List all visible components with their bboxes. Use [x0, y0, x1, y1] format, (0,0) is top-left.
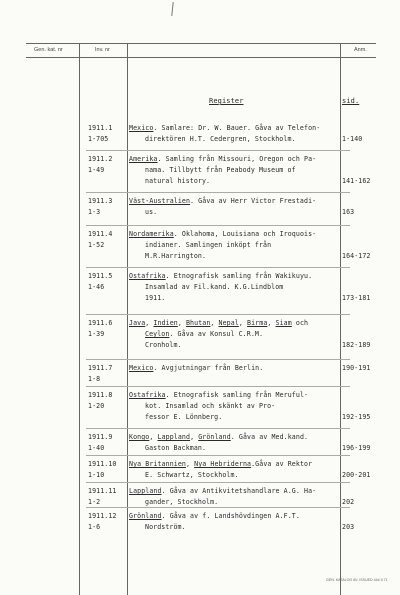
row-description-line: [145, 401, 275, 411]
row-year: 1911.1: [88, 124, 113, 132]
row-separator: [86, 314, 350, 315]
row-range: 1-3: [88, 208, 101, 217]
row-pages: 202: [342, 498, 355, 507]
description-text: . Samling från Missouri, Oregon och Pa-: [157, 155, 317, 163]
row-range: 1-8: [88, 375, 101, 384]
row-description-line: [129, 229, 316, 239]
header-inv-nr: Inv. nr: [95, 47, 110, 53]
row-description-line: [129, 123, 320, 133]
row-description-line: [129, 363, 263, 373]
description-text: Gaston Backman.: [145, 444, 207, 453]
page-column-label: sid.: [342, 97, 360, 105]
description-text: Insamlad av Fil.kand. K.G.Lindblom: [145, 283, 284, 292]
row-description-line: [145, 251, 206, 261]
row-separator: [86, 192, 350, 193]
row-description-line: [145, 470, 239, 480]
row-description-line: [145, 443, 206, 453]
row-pages: 203: [342, 523, 355, 532]
row-year: 1911.10: [88, 460, 117, 468]
row-year: 1911.4: [88, 230, 113, 238]
row-range: 1-39: [88, 330, 105, 339]
row-separator: [86, 225, 350, 226]
description-text: 1911.: [145, 294, 166, 303]
place-name: Nepal: [218, 319, 239, 327]
row-description-line: [129, 271, 312, 281]
row-separator: [86, 428, 350, 429]
description-text: kot. Insamlad och skänkt av Pro-: [145, 402, 276, 411]
description-text: ,: [190, 433, 199, 441]
row-description-line: [129, 511, 300, 521]
row-year: 1911.11: [88, 487, 117, 495]
row-description-line: [145, 412, 222, 422]
description-text: natural history.: [145, 177, 211, 186]
row-description-line: [129, 318, 308, 328]
row-range: 1-10: [88, 471, 105, 480]
page-title: Register: [209, 97, 244, 105]
description-text: . Gåva av f. Landshövdingen A.F.T.: [161, 512, 300, 520]
row-pages: 182-189: [342, 341, 371, 350]
description-text: och: [291, 319, 309, 327]
description-text: M.R.Harrington.: [145, 252, 207, 261]
row-description-line: [145, 240, 271, 250]
row-description-line: [129, 486, 316, 496]
place-name: Indien: [153, 319, 178, 327]
row-range: 1-52: [88, 241, 105, 250]
row-pages: 164-172: [342, 252, 371, 261]
row-range: 1-20: [88, 402, 105, 411]
place-name: Mexico: [129, 124, 154, 132]
row-year: 1911.6: [88, 319, 113, 327]
place-name: Grönland: [129, 512, 162, 520]
row-separator: [86, 267, 350, 268]
row-description-line: [145, 340, 182, 350]
place-name: Birma: [247, 319, 268, 327]
description-text: . Gåva av Konsul C.R.M.: [169, 330, 264, 339]
place-name: Nya Hebriderna: [194, 460, 252, 468]
row-description-line: [129, 432, 308, 442]
description-text: fessor E. Lönnberg.: [145, 413, 223, 422]
place-name: Nya Britannien: [129, 460, 186, 468]
row-pages: 196-199: [342, 444, 371, 453]
description-text: ,: [149, 433, 158, 441]
row-year: 1911.2: [88, 155, 113, 163]
column-divider-3: [340, 43, 341, 595]
row-year: 1911.7: [88, 364, 113, 372]
row-description-line: [145, 207, 157, 217]
row-year: 1911.5: [88, 272, 113, 280]
pencil-mark: [171, 2, 173, 16]
row-pages: 173-181: [342, 294, 371, 303]
row-range: 1-40: [88, 444, 105, 453]
row-description-line: [129, 459, 312, 469]
description-text: nama. Tillbytt från Peabody Museum of: [145, 166, 296, 175]
row-separator: [86, 482, 350, 483]
description-text: direktören H.T. Cedergren, Stockholm.: [145, 135, 296, 144]
place-name: Lappland: [157, 433, 191, 441]
place-name: Bhutan: [185, 319, 211, 327]
row-separator: [86, 455, 350, 456]
description-text: . Oklahoma, Louisiana och Iroquois-: [173, 230, 317, 238]
row-range: 1-49: [88, 166, 105, 175]
row-separator: [86, 150, 350, 151]
place-name: Ceylon: [145, 330, 170, 339]
column-divider-1: [79, 43, 80, 595]
description-text: . Etnografisk samling från Wakikuyu.: [165, 272, 313, 280]
row-pages: 141-162: [342, 177, 371, 186]
description-text: gander, Stockholm.: [145, 498, 219, 507]
row-range: 1-6: [88, 523, 101, 532]
place-name: Mexico: [129, 364, 154, 372]
row-separator: [86, 507, 350, 508]
column-divider-2: [127, 43, 128, 595]
place-name: Lappland: [129, 487, 162, 495]
place-name: Siam: [275, 319, 292, 327]
row-range: 1-705: [88, 135, 109, 144]
row-description-line: [145, 282, 283, 292]
row-year: 1911.8: [88, 391, 113, 399]
description-text: .Gåva av Rektor: [251, 460, 313, 468]
description-text: ,: [145, 319, 154, 327]
place-name: Java: [129, 319, 146, 327]
row-range: 1-2: [88, 498, 101, 507]
place-name: Ostafrika: [129, 272, 166, 280]
row-description-line: [145, 522, 186, 532]
description-text: ,: [210, 319, 219, 327]
description-text: Nordström.: [145, 523, 186, 532]
row-range: 1-46: [88, 283, 105, 292]
place-name: Nordamerika: [129, 230, 174, 238]
description-text: . Gåva av Herr Victor Frestadi-: [190, 197, 317, 205]
row-description-line: [145, 329, 263, 339]
row-separator: [86, 359, 350, 360]
footer-print: GEN. KATALOG AV. ISSUED 444 II 71: [326, 578, 388, 582]
row-separator: [86, 386, 350, 387]
description-text: ,: [238, 319, 248, 327]
header-anm: Anm.: [354, 47, 367, 53]
description-text: E. Schwartz, Stockholm.: [145, 471, 239, 480]
description-text: . Samlare: Dr. W. Bauer. Gåva av Telefon-: [153, 124, 321, 132]
row-description-line: [129, 154, 316, 164]
description-text: ,: [185, 460, 195, 468]
row-pages: 192-195: [342, 413, 371, 422]
row-year: 1911.9: [88, 433, 113, 441]
row-description-line: [145, 134, 296, 144]
description-text: . Etnografisk samling från Meruful-: [165, 391, 309, 399]
row-description-line: [145, 165, 296, 175]
description-text: . Avgjutningar från Berlin.: [153, 364, 264, 372]
place-name: Ostafrika: [129, 391, 166, 399]
description-text: ,: [177, 319, 186, 327]
description-text: . Gåva av Med.kand.: [230, 433, 309, 441]
description-text: ,: [267, 319, 276, 327]
row-pages: 163: [342, 208, 355, 217]
place-name: Amerika: [129, 155, 158, 163]
header-gen-kat: Gen. kat. nr: [34, 47, 63, 53]
row-year: 1911.3: [88, 197, 113, 205]
row-pages: 190-191: [342, 364, 371, 372]
row-description-line: [145, 497, 218, 507]
description-text: . Gåva av Antikvitetshandlare A.G. Ha-: [161, 487, 317, 495]
place-name: Väst-Australien: [129, 197, 191, 205]
row-pages: 1-140: [342, 135, 363, 144]
row-description-line: [145, 176, 210, 186]
description-text: Cronholm.: [145, 341, 182, 350]
row-year: 1911.12: [88, 512, 117, 520]
row-pages: 200-201: [342, 471, 371, 480]
place-name: Kongo: [129, 433, 150, 441]
description-text: indianer. Samlingen inköpt från: [145, 241, 272, 250]
row-description-line: [129, 196, 316, 206]
description-text: us.: [145, 208, 158, 217]
row-description-line: [145, 293, 165, 303]
place-name: Grönland: [198, 433, 231, 441]
row-description-line: [129, 390, 308, 400]
